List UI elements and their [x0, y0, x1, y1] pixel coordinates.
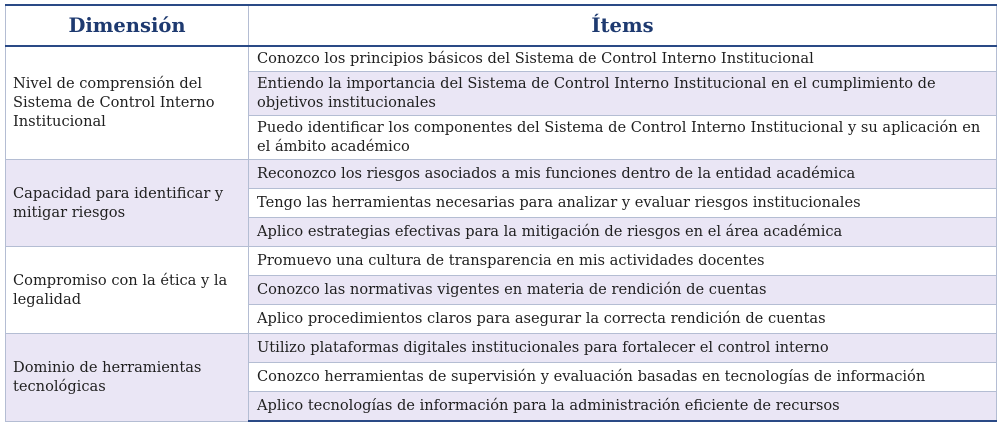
header-dimension: Dimensión: [6, 5, 249, 46]
item-cell: Puedo identificar los componentes del Sistema de Control Interno Institucional y su aplicación en el ámbito académico: [249, 116, 997, 160]
table-row: [6, 46, 997, 72]
header-items: Ítems: [249, 5, 997, 46]
dimension-cell: Nivel de comprensión del Sistema de Control Interno Institucional: [6, 46, 249, 160]
item-cell: Conozco herramientas de supervisión y evaluación basadas en tecnologías de información: [249, 363, 997, 392]
item-cell: Reconozco los riesgos asociados a mis funciones dentro de la entidad académica: [249, 160, 997, 189]
item-cell: Conozco las normativas vigentes en materia de rendición de cuentas: [249, 276, 997, 305]
dimensions-items-table: [5, 4, 997, 422]
table-row: [6, 160, 997, 189]
dimension-cell: Compromiso con la ética y la legalidad: [6, 247, 249, 334]
dimension-cell: Dominio de herramientas tecnológicas: [6, 334, 249, 422]
table-header-row: [6, 5, 997, 46]
item-cell: Aplico estrategias efectivas para la mitigación de riesgos en el área académica: [249, 218, 997, 247]
table-row: [6, 247, 997, 276]
dimension-cell: Capacidad para identificar y mitigar riesgos: [6, 160, 249, 247]
item-cell: Promuevo una cultura de transparencia en mis actividades docentes: [249, 247, 997, 276]
item-cell: Entiendo la importancia del Sistema de Control Interno Institucional en el cumplimiento de objetivos institucionales: [249, 72, 997, 116]
dimensions-table-container: [5, 4, 996, 422]
item-cell: Conozco los principios básicos del Sistema de Control Interno Institucional: [249, 46, 997, 72]
table-row: [6, 334, 997, 363]
item-cell: Utilizo plataformas digitales institucionales para fortalecer el control interno: [249, 334, 997, 363]
item-cell: Tengo las herramientas necesarias para analizar y evaluar riesgos institucionales: [249, 189, 997, 218]
item-cell: Aplico procedimientos claros para asegurar la correcta rendición de cuentas: [249, 305, 997, 334]
item-cell: Aplico tecnologías de información para la administración eficiente de recursos: [249, 392, 997, 422]
